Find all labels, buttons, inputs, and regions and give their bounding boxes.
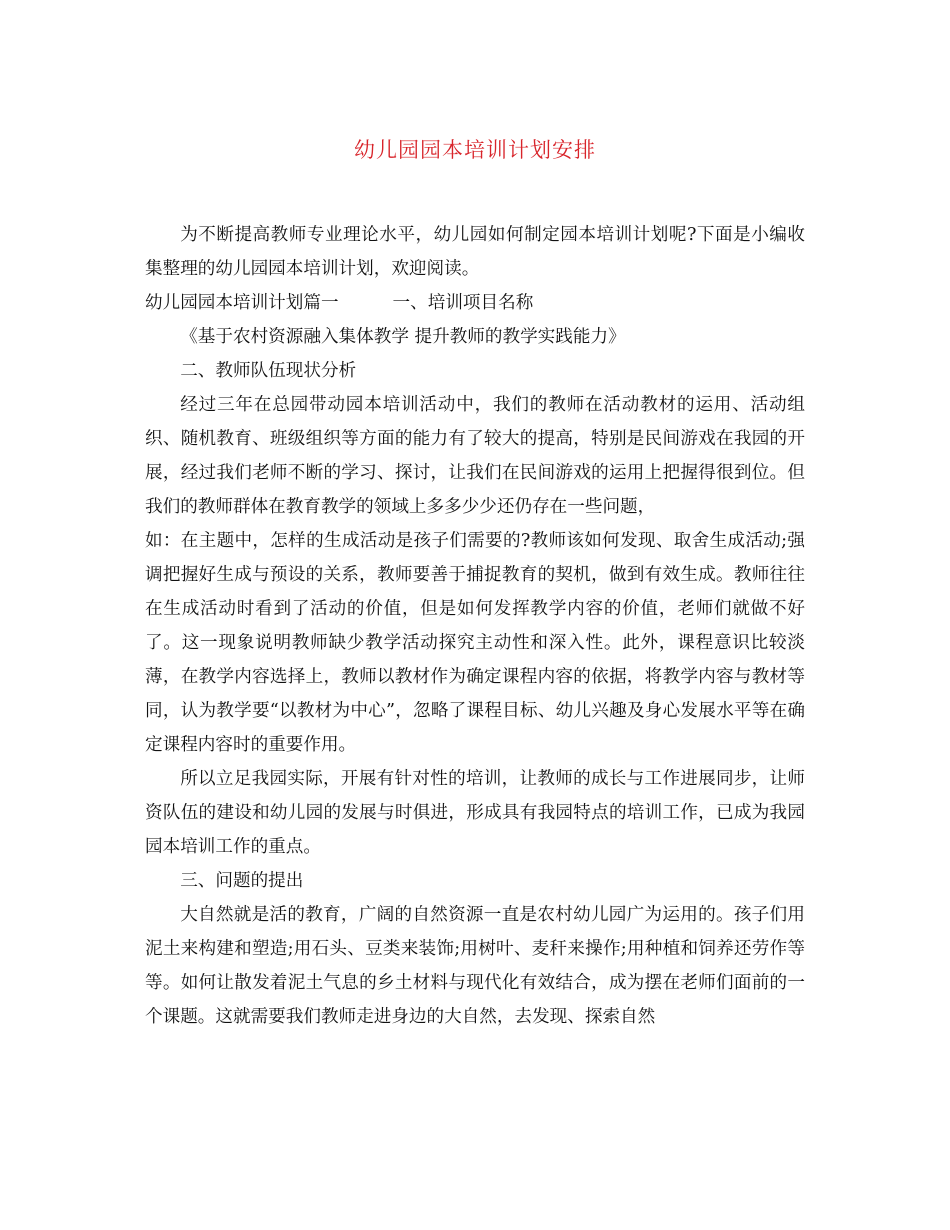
- section2-paragraph-1: 经过三年在总园带动园本培训活动中，我们的教师在活动教材的运用、活动组织、随机教育、班级组织等方面的能力有了较大的提高，特别是民间游戏在我园的开展，经过我们老师不断的学习、探讨，让我们在民间游戏的运用上把握得很到位。但我们的教师群体在教育教学的领域上多多少少还仍存在一些问题，: [145, 395, 805, 517]
- document-title: 幼儿园园本培训计划安排: [354, 138, 596, 162]
- section2-heading: 二、教师队伍现状分析: [180, 361, 357, 381]
- section3-heading: 三、问题的提出: [180, 871, 304, 891]
- project-name: 《基于农村资源融入集体教学 提升教师的教学实践能力》: [180, 327, 626, 347]
- section3-paragraph-1: 大自然就是活的教育，广阔的自然资源一直是农村幼儿园广为运用的。孩子们用泥土来构建和塑造;用石头、豆类来装饰;用树叶、麦秆来操作;用种植和饲养还劳作等等。如何让散发着泥土气息的乡土材料与现代化有效结合，成为摆在老师们面前的一个课题。这就需要我们教师走进身边的大自然，去发现、探索自然: [145, 905, 805, 1027]
- part-heading-line: [145, 286, 805, 320]
- section1-heading: 一、培训项目名称: [392, 293, 534, 313]
- part-label: 幼儿园园本培训计划篇一: [145, 293, 339, 313]
- section2-paragraph-3: 所以立足我园实际，开展有针对性的培训，让教师的成长与工作进展同步，让师资队伍的建设和幼儿园的发展与时俱进，形成具有我园特点的培训工作，已成为我园园本培训工作的重点。: [145, 769, 805, 857]
- intro-paragraph: 为不断提高教师专业理论水平，幼儿园如何制定园本培训计划呢?下面是小编收集整理的幼儿园园本培训计划，欢迎阅读。: [145, 225, 805, 279]
- document-body: [145, 218, 805, 1034]
- section2-paragraph-2: 如：在主题中，怎样的生成活动是孩子们需要的?教师该如何发现、取舍生成活动;强调把握好生成与预设的关系，教师要善于捕捉教育的契机，做到有效生成。教师往往在生成活动时看到了活动的价值，但是如何发挥教学内容的价值，老师们就做不好了。这一现象说明教师缺少教学活动探究主动性和深入性。此外，课程意识比较淡薄，在教学内容选择上，教师以教材作为确定课程内容的依据，将教学内容与教材等同，认为教学要“以教材为中心”，忽略了课程目标、幼儿兴趣及身心发展水平等在确定课程内容时的重要作用。: [145, 531, 805, 755]
